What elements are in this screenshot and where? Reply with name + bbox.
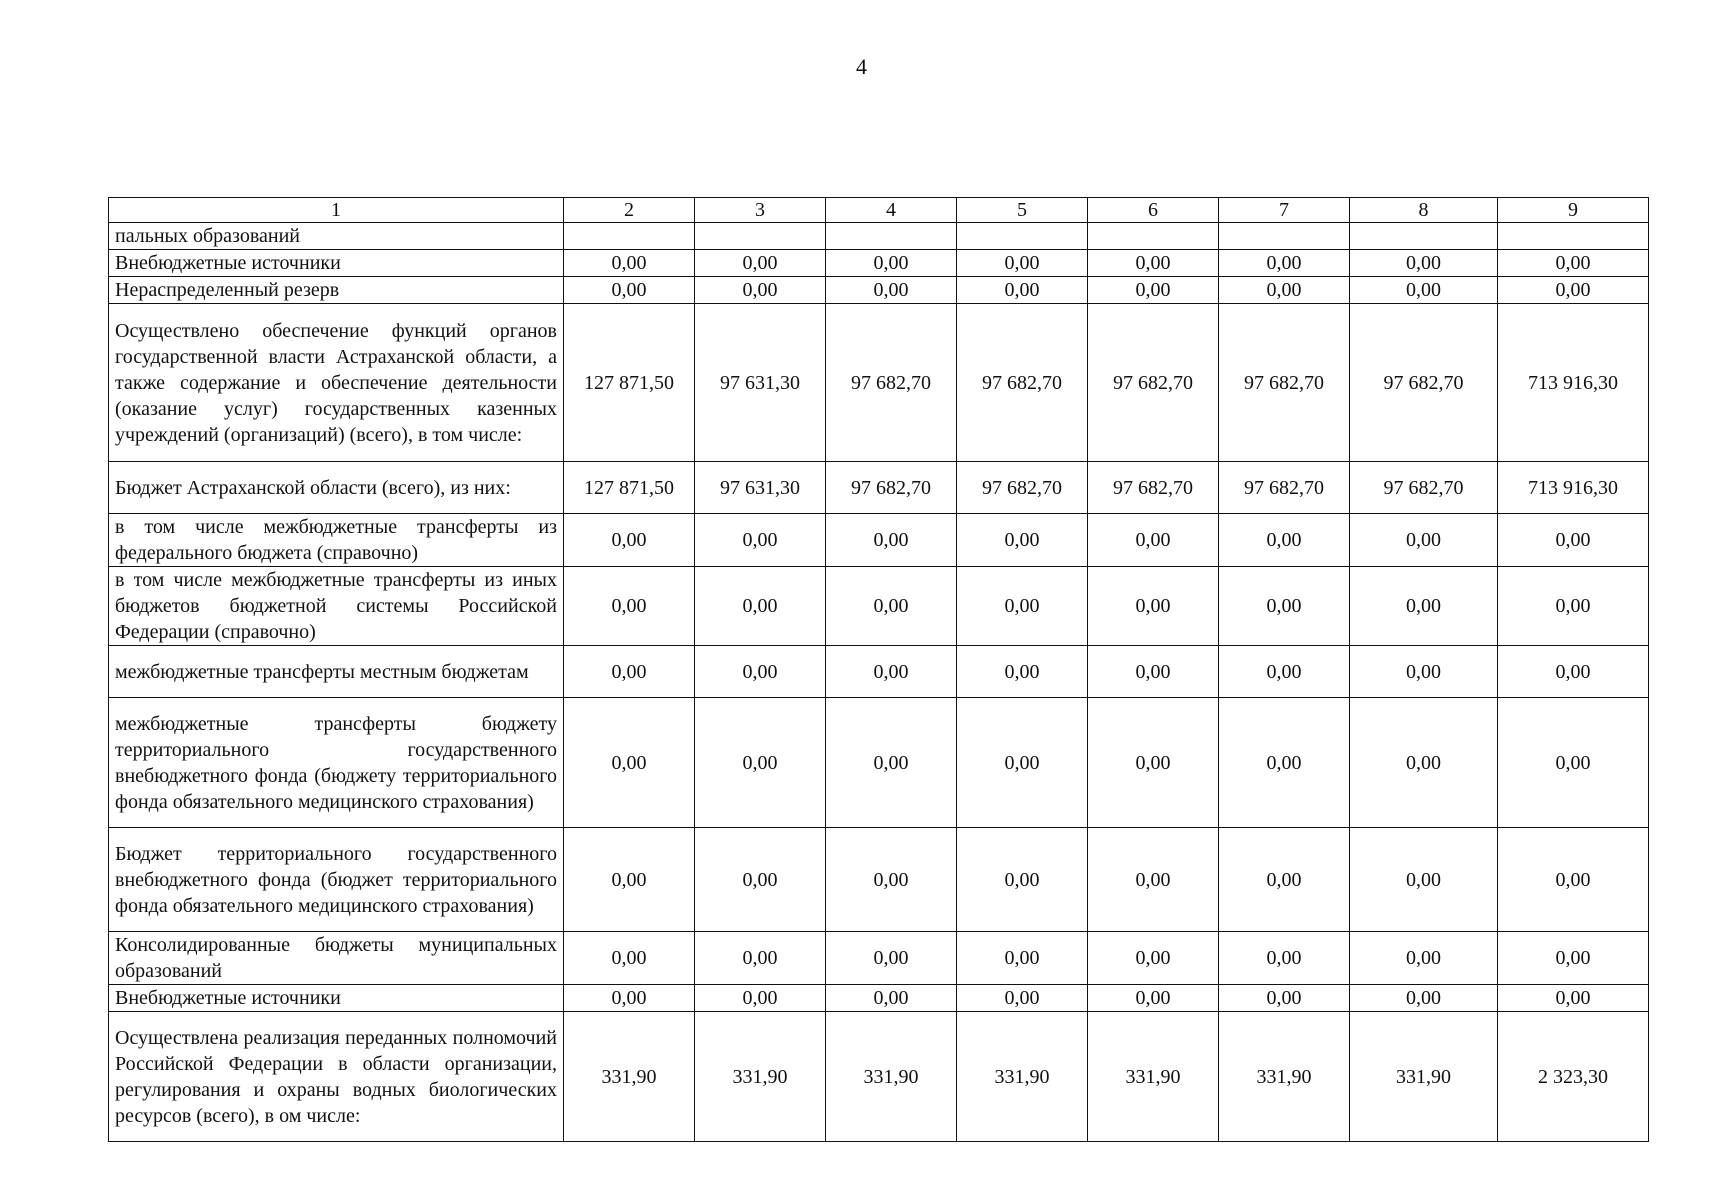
value-cell: 97 682,70 [957,304,1088,462]
value-cell: 0,00 [1219,932,1350,985]
value-cell: 0,00 [1498,828,1649,932]
row-label: Осуществлена реализация переданных полномочий Российской Федерации в области организации, регулирования и охраны водных биологических ресурсов (всего), в ом числе: [109,1012,564,1142]
table-row [109,304,1649,462]
row-label: Бюджет территориального государственного внебюджетного фонда (бюджет территориального фонда обязательного медицинского страхования) [109,828,564,932]
value-cell: 0,00 [1350,277,1498,304]
table-row [109,985,1649,1012]
row-label: Осуществлено обеспечение функций органов государственной власти Астраханской области, а также содержание и обеспечение деятельности (оказание услуг) государственных казенных учреждений (организаций) (всего), в том числе: [109,304,564,462]
value-cell: 0,00 [1088,828,1219,932]
value-cell: 97 682,70 [957,462,1088,514]
value-cell: 127 871,50 [564,304,695,462]
table-row [109,646,1649,698]
value-cell: 0,00 [1219,646,1350,698]
value-cell [1498,223,1649,250]
value-cell: 97 682,70 [1219,462,1350,514]
value-cell: 0,00 [957,828,1088,932]
value-cell: 0,00 [957,250,1088,277]
value-cell: 0,00 [957,932,1088,985]
value-cell [1350,223,1498,250]
header-cell: 3 [695,198,826,223]
row-label: в том числе межбюджетные трансферты из федерального бюджета (справочно) [109,514,564,567]
value-cell: 97 682,70 [826,462,957,514]
value-cell: 0,00 [564,646,695,698]
value-cell: 0,00 [1350,932,1498,985]
value-cell: 0,00 [1498,698,1649,828]
value-cell: 0,00 [826,514,957,567]
value-cell: 331,90 [1088,1012,1219,1142]
table-row [109,932,1649,985]
value-cell: 0,00 [1088,514,1219,567]
value-cell: 0,00 [1219,277,1350,304]
value-cell: 0,00 [564,567,695,646]
value-cell: 0,00 [695,514,826,567]
value-cell: 0,00 [695,828,826,932]
value-cell: 0,00 [1088,646,1219,698]
value-cell: 331,90 [957,1012,1088,1142]
header-cell: 1 [109,198,564,223]
value-cell: 0,00 [826,828,957,932]
value-cell: 0,00 [564,514,695,567]
value-cell: 0,00 [1219,985,1350,1012]
row-label: Консолидированные бюджеты муниципальных образований [109,932,564,985]
table-row [109,462,1649,514]
value-cell: 0,00 [1088,985,1219,1012]
value-cell: 331,90 [826,1012,957,1142]
value-cell: 0,00 [826,277,957,304]
value-cell: 0,00 [1088,932,1219,985]
value-cell: 0,00 [695,567,826,646]
value-cell: 0,00 [1088,567,1219,646]
value-cell: 97 682,70 [1219,304,1350,462]
value-cell: 0,00 [1219,250,1350,277]
value-cell: 0,00 [826,250,957,277]
value-cell: 713 916,30 [1498,304,1649,462]
table-row [109,277,1649,304]
value-cell: 0,00 [1350,828,1498,932]
value-cell: 0,00 [957,985,1088,1012]
value-cell: 0,00 [826,932,957,985]
value-cell: 97 682,70 [1350,304,1498,462]
table-row [109,514,1649,567]
value-cell: 331,90 [695,1012,826,1142]
header-cell: 6 [1088,198,1219,223]
value-cell: 331,90 [564,1012,695,1142]
value-cell: 0,00 [564,985,695,1012]
row-label: межбюджетные трансферты бюджету территориального государственного внебюджетного фонда (бюджету территориального фонда обязательного медицинского страхования) [109,698,564,828]
value-cell [564,223,695,250]
row-label: Внебюджетные источники [109,250,564,277]
value-cell: 0,00 [1219,698,1350,828]
value-cell: 0,00 [1498,932,1649,985]
value-cell [1219,223,1350,250]
value-cell: 0,00 [1498,646,1649,698]
header-cell: 8 [1350,198,1498,223]
value-cell: 97 682,70 [826,304,957,462]
table-row [109,1012,1649,1142]
value-cell: 127 871,50 [564,462,695,514]
table-row [109,223,1649,250]
value-cell: 0,00 [1350,250,1498,277]
value-cell: 0,00 [826,985,957,1012]
value-cell: 97 631,30 [695,462,826,514]
value-cell: 0,00 [564,828,695,932]
value-cell: 713 916,30 [1498,462,1649,514]
value-cell [695,223,826,250]
value-cell [1088,223,1219,250]
value-cell: 0,00 [1219,828,1350,932]
value-cell: 0,00 [1088,250,1219,277]
value-cell [957,223,1088,250]
budget-table [108,197,1649,1142]
value-cell: 97 682,70 [1088,462,1219,514]
value-cell: 0,00 [1219,567,1350,646]
table-row [109,250,1649,277]
value-cell: 0,00 [1350,514,1498,567]
value-cell: 0,00 [957,698,1088,828]
value-cell: 97 682,70 [1350,462,1498,514]
value-cell: 0,00 [564,698,695,828]
page-number: 4 [856,54,867,79]
value-cell: 331,90 [1219,1012,1350,1142]
value-cell: 0,00 [564,250,695,277]
value-cell: 0,00 [695,698,826,828]
row-label: Нераспределенный резерв [109,277,564,304]
value-cell: 0,00 [564,932,695,985]
value-cell [826,223,957,250]
value-cell: 97 682,70 [1088,304,1219,462]
value-cell: 331,90 [1350,1012,1498,1142]
value-cell: 97 631,30 [695,304,826,462]
value-cell: 0,00 [826,646,957,698]
header-cell: 4 [826,198,957,223]
value-cell: 2 323,30 [1498,1012,1649,1142]
row-label: межбюджетные трансферты местным бюджетам [109,646,564,698]
value-cell: 0,00 [695,932,826,985]
row-label: Внебюджетные источники [109,985,564,1012]
value-cell: 0,00 [826,698,957,828]
value-cell: 0,00 [1498,277,1649,304]
value-cell: 0,00 [957,567,1088,646]
header-cell: 7 [1219,198,1350,223]
header-cell: 5 [957,198,1088,223]
table-row [109,567,1649,646]
row-label: Бюджет Астраханской области (всего), из них: [109,462,564,514]
value-cell: 0,00 [1350,567,1498,646]
row-label: в том числе межбюджетные трансферты из иных бюджетов бюджетной системы Российской Федерации (справочно) [109,567,564,646]
value-cell: 0,00 [1498,985,1649,1012]
value-cell: 0,00 [1498,250,1649,277]
header-cell: 9 [1498,198,1649,223]
value-cell: 0,00 [1219,514,1350,567]
value-cell: 0,00 [695,277,826,304]
value-cell: 0,00 [564,277,695,304]
value-cell: 0,00 [1088,698,1219,828]
value-cell: 0,00 [957,277,1088,304]
value-cell: 0,00 [695,250,826,277]
table-row [109,698,1649,828]
value-cell: 0,00 [695,646,826,698]
value-cell: 0,00 [1498,567,1649,646]
row-label: пальных образований [109,223,564,250]
value-cell: 0,00 [826,567,957,646]
value-cell: 0,00 [1350,985,1498,1012]
value-cell: 0,00 [1088,277,1219,304]
table-row [109,828,1649,932]
value-cell: 0,00 [957,646,1088,698]
value-cell: 0,00 [1498,514,1649,567]
value-cell: 0,00 [695,985,826,1012]
value-cell: 0,00 [1350,698,1498,828]
value-cell: 0,00 [1350,646,1498,698]
header-row [109,198,1649,223]
header-cell: 2 [564,198,695,223]
value-cell: 0,00 [957,514,1088,567]
